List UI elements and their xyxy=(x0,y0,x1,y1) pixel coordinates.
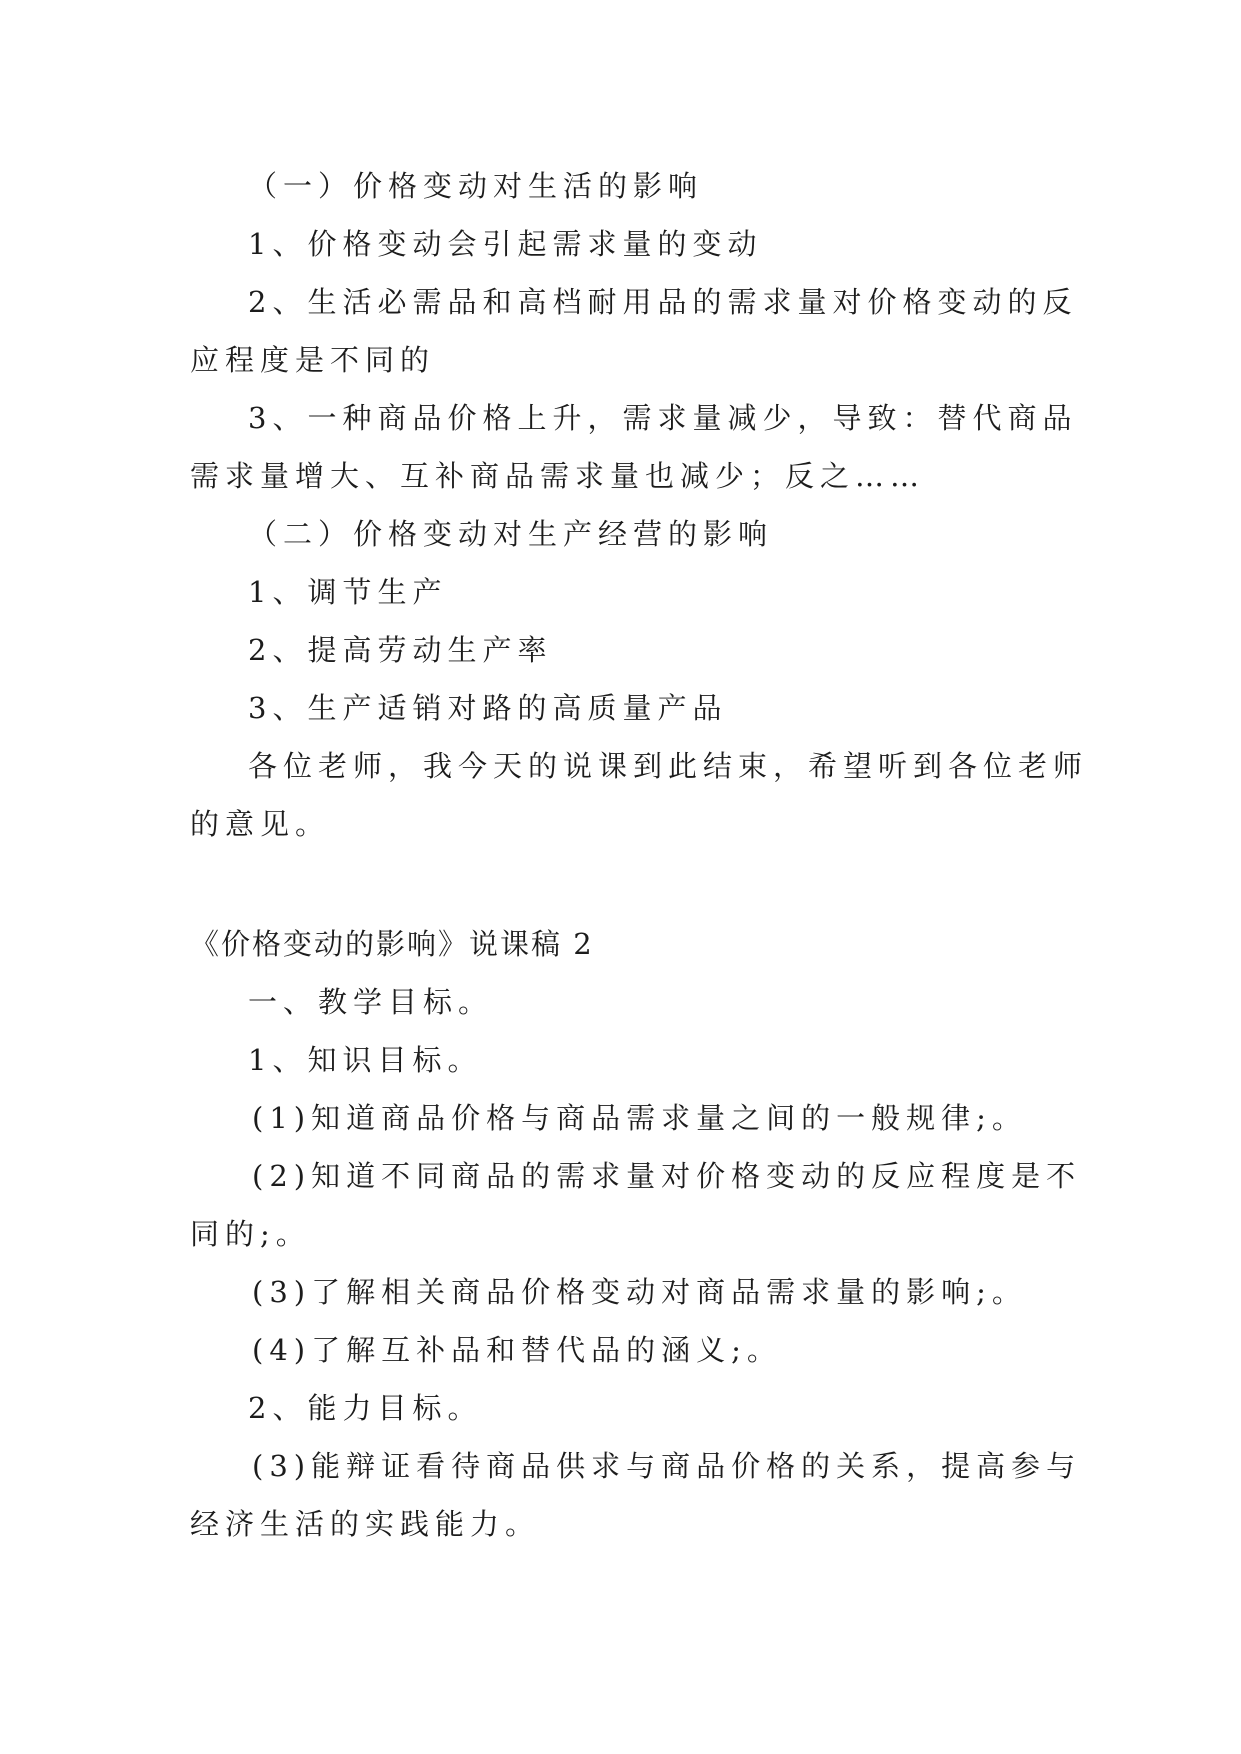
heading-effect-on-life: （一）价格变动对生活的影响 xyxy=(248,169,704,203)
list-item: 3、生产适销对路的高质量产品 xyxy=(248,691,728,725)
section-price-change-effects xyxy=(190,157,1089,853)
document-title: 《价格变动的影响》说课稿 2 xyxy=(190,927,594,961)
list-item: (3)了解相关商品价格变动对商品需求量的影响;。 xyxy=(252,1275,1027,1309)
list-item: 1、价格变动会引起需求量的变动 xyxy=(248,227,763,261)
list-item: 1、调节生产 xyxy=(248,575,448,609)
list-item-continuation: 需求量增大、互补商品需求量也减少；反之…… xyxy=(190,459,926,493)
list-item: (1)知道商品价格与商品需求量之间的一般规律;。 xyxy=(252,1101,1027,1135)
list-item: (2)知道不同商品的需求量对价格变动的反应程度是不 xyxy=(252,1159,1082,1193)
heading-ability-goals: 2、能力目标。 xyxy=(248,1391,483,1425)
heading-effect-on-production: （二）价格变动对生产经营的影响 xyxy=(248,517,774,551)
closing-paragraph-continuation: 的意见。 xyxy=(190,807,331,841)
list-item-continuation: 应程度是不同的 xyxy=(190,343,436,377)
list-item: 3、一种商品价格上升，需求量减少，导致：替代商品 xyxy=(248,401,1078,435)
heading-teaching-goals: 一、教学目标。 xyxy=(248,985,494,1019)
list-item: (4)了解互补品和替代品的涵义;。 xyxy=(252,1333,782,1367)
list-item-continuation: 经济生活的实践能力。 xyxy=(190,1507,541,1541)
closing-paragraph: 各位老师，我今天的说课到此结束，希望听到各位老师 xyxy=(248,749,1089,783)
list-item: (3)能辩证看待商品供求与商品价格的关系，提高参与 xyxy=(252,1449,1082,1483)
list-item: 2、提高劳动生产率 xyxy=(248,633,553,667)
list-item: 2、生活必需品和高档耐用品的需求量对价格变动的反 xyxy=(248,285,1078,319)
list-item-continuation: 同的;。 xyxy=(190,1217,311,1251)
heading-knowledge-goals: 1、知识目标。 xyxy=(248,1043,483,1077)
section-lesson-plan-2 xyxy=(190,915,1082,1553)
